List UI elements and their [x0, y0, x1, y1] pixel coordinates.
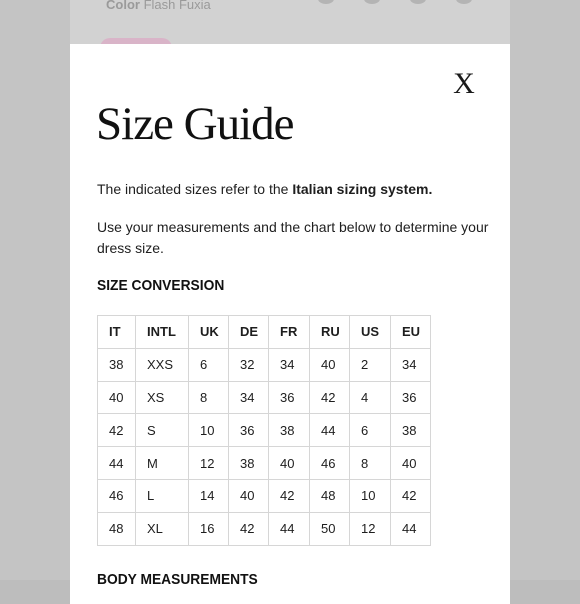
- table-row: [98, 381, 431, 414]
- table-cell: XS: [136, 381, 189, 414]
- table-cell: 8: [189, 381, 229, 414]
- table-cell: 16: [189, 512, 229, 545]
- background-color-label: [106, 0, 211, 12]
- table-cell: 40: [98, 381, 136, 414]
- table-cell: 34: [229, 381, 269, 414]
- table-cell: 38: [98, 348, 136, 381]
- table-cell: 46: [98, 479, 136, 512]
- table-cell: 44: [269, 512, 310, 545]
- table-cell: XL: [136, 512, 189, 545]
- table-cell: 42: [98, 414, 136, 447]
- table-cell: 44: [310, 414, 350, 447]
- modal-title: Size Guide: [96, 98, 294, 150]
- table-cell: L: [136, 479, 189, 512]
- column-header: EU: [391, 316, 431, 349]
- table-cell: 44: [98, 447, 136, 480]
- column-header: IT: [98, 316, 136, 349]
- table-cell: 38: [269, 414, 310, 447]
- size-conversion-table: [97, 315, 431, 546]
- table-cell: 40: [269, 447, 310, 480]
- table-cell: 50: [310, 512, 350, 545]
- table-row: [98, 479, 431, 512]
- table-cell: 6: [350, 414, 391, 447]
- background-color-key: Color: [106, 0, 140, 12]
- table-cell: 34: [269, 348, 310, 381]
- size-conversion-heading: SIZE CONVERSION: [97, 277, 225, 294]
- table-row: [98, 348, 431, 381]
- table-cell: 12: [189, 447, 229, 480]
- table-cell: 10: [350, 479, 391, 512]
- table-cell: XXS: [136, 348, 189, 381]
- column-header: US: [350, 316, 391, 349]
- intro-prefix: The indicated sizes refer to the: [97, 181, 293, 197]
- table-cell: 2: [350, 348, 391, 381]
- table-cell: 12: [350, 512, 391, 545]
- table-cell: 6: [189, 348, 229, 381]
- table-cell: 32: [229, 348, 269, 381]
- table-cell: 48: [310, 479, 350, 512]
- column-header: DE: [229, 316, 269, 349]
- table-cell: 8: [350, 447, 391, 480]
- table-cell: 34: [391, 348, 431, 381]
- close-button[interactable]: X: [453, 67, 475, 100]
- table-row: [98, 447, 431, 480]
- table-cell: 38: [391, 414, 431, 447]
- table-cell: 40: [391, 447, 431, 480]
- body-measurements-heading: BODY MEASUREMENTS: [97, 571, 258, 588]
- table-cell: 10: [189, 414, 229, 447]
- table-cell: 36: [391, 381, 431, 414]
- column-header: UK: [189, 316, 229, 349]
- table-row: [98, 512, 431, 545]
- table-cell: 42: [269, 479, 310, 512]
- instructions-text: Use your measurements and the chart below to determine your dress size.: [97, 219, 489, 256]
- table-cell: 4: [350, 381, 391, 414]
- column-header: RU: [310, 316, 350, 349]
- intro-text: [97, 179, 497, 199]
- table-cell: 40: [229, 479, 269, 512]
- table-cell: 48: [98, 512, 136, 545]
- table-cell: 42: [391, 479, 431, 512]
- table-cell: 14: [189, 479, 229, 512]
- table-cell: 42: [229, 512, 269, 545]
- table-cell: S: [136, 414, 189, 447]
- table-cell: 46: [310, 447, 350, 480]
- background-color-value: Flash Fuxia: [143, 0, 211, 12]
- intro-bold: Italian sizing system.: [292, 181, 433, 197]
- table-cell: 36: [229, 414, 269, 447]
- table-cell: 38: [229, 447, 269, 480]
- table-cell: 44: [391, 512, 431, 545]
- table-cell: M: [136, 447, 189, 480]
- column-header: INTL: [136, 316, 189, 349]
- table-header-row: [98, 316, 431, 349]
- table-row: [98, 414, 431, 447]
- table-cell: 36: [269, 381, 310, 414]
- table-cell: 42: [310, 381, 350, 414]
- table-cell: 40: [310, 348, 350, 381]
- column-header: FR: [269, 316, 310, 349]
